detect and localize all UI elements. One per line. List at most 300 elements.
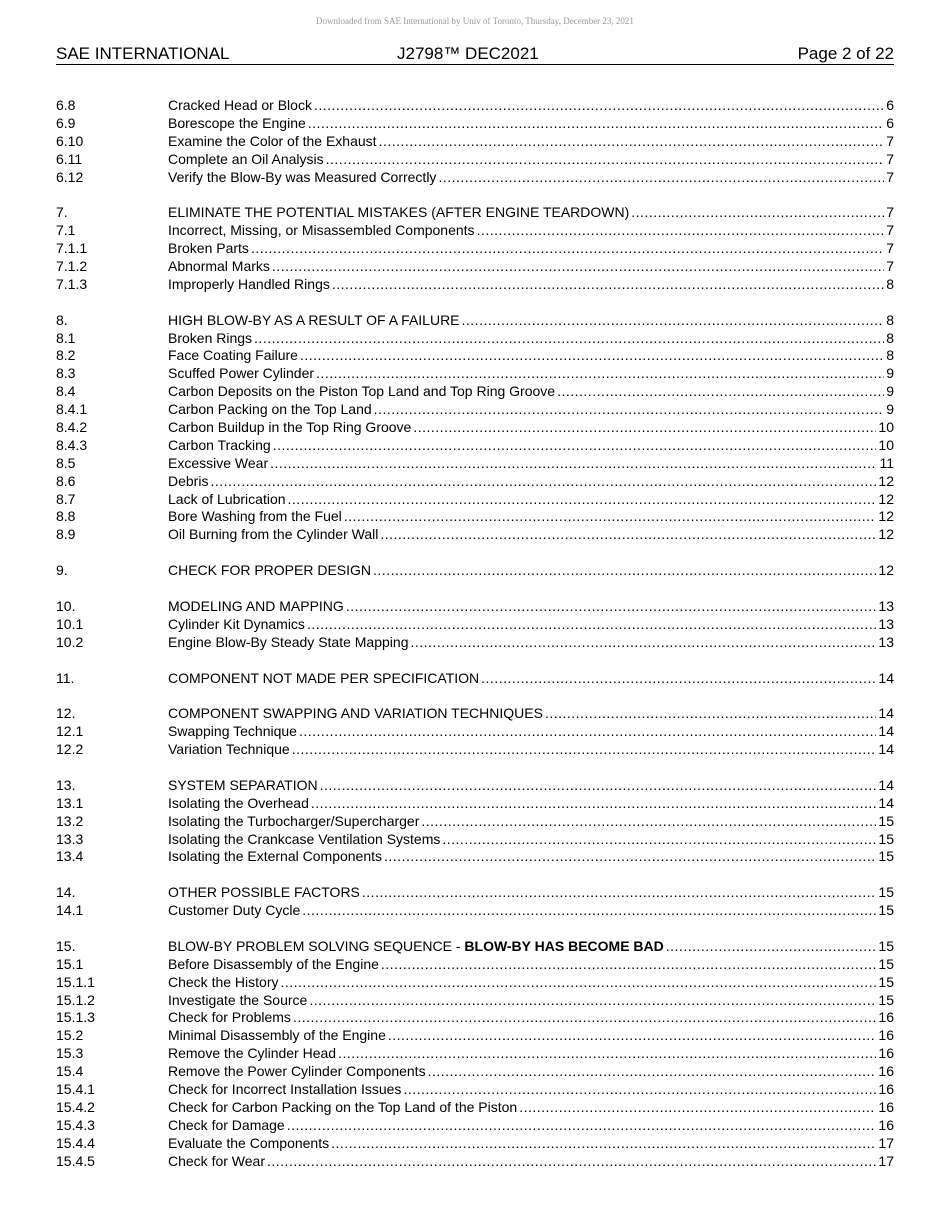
toc-section-number: 15.1.3: [56, 1009, 95, 1026]
header-document-id: J2798™ DEC2021: [397, 44, 539, 63]
toc-entry[interactable]: [56, 723, 894, 741]
toc-dot-leader: [477, 222, 885, 240]
toc-dot-leader: [300, 347, 884, 365]
toc-entry-line: [168, 508, 894, 526]
download-watermark: Downloaded from SAE International by Univ of Toronto, Thursday, December 23, 2021: [316, 16, 634, 26]
toc-section-title: [168, 1117, 287, 1135]
toc-entry[interactable]: [56, 1063, 894, 1081]
toc-entry[interactable]: [56, 383, 894, 401]
toc-title-text: Swapping Technique: [168, 723, 297, 740]
toc-section-title: [168, 1009, 293, 1027]
toc-section-title: [168, 151, 326, 169]
toc-page-number: 15: [878, 955, 894, 972]
toc-title-text: Abnormal Marks: [168, 258, 270, 275]
toc-entry[interactable]: [56, 401, 894, 419]
toc-title-text: Remove the Power Cylinder Components: [168, 1063, 426, 1080]
toc-entry-line: [168, 347, 894, 365]
toc-title-text: Cylinder Kit Dynamics: [168, 615, 305, 632]
toc-entry[interactable]: [56, 741, 894, 759]
toc-section-number: 15.1.2: [56, 991, 95, 1008]
toc-spacer: [56, 580, 894, 598]
toc-section-number: 15.1.1: [56, 973, 95, 990]
toc-title-text: Face Coating Failure: [168, 347, 298, 364]
toc-entry-line: [168, 795, 894, 813]
toc-title-text: Before Disassembly of the Engine: [168, 955, 379, 972]
toc-section-title: [168, 526, 380, 544]
toc-entry-line: [168, 383, 894, 401]
toc-entry[interactable]: [56, 598, 894, 616]
toc-section-number: 8.6: [56, 472, 76, 489]
toc-section-number: 13.4: [56, 848, 84, 865]
toc-entry-line: [168, 1135, 894, 1153]
toc-entry-line: [168, 1117, 894, 1135]
toc-page-number: 15: [878, 902, 894, 919]
toc-entry[interactable]: [56, 455, 894, 473]
toc-page-number: 7: [886, 240, 894, 257]
toc-spacer: [56, 759, 894, 777]
toc-dot-leader: [270, 455, 877, 473]
toc-entry-line: [168, 1027, 894, 1045]
page-header: [56, 43, 894, 65]
toc-title-text: Carbon Buildup in the Top Ring Groove: [168, 419, 412, 436]
toc-section-number: 8.2: [56, 347, 76, 364]
toc-entry-line: [168, 723, 894, 741]
toc-title-text: Customer Duty Cycle: [168, 902, 301, 919]
toc-section-title: [168, 204, 631, 222]
toc-entry-line: [168, 133, 894, 151]
toc-dot-leader: [267, 1153, 876, 1171]
toc-section-title: [168, 848, 384, 866]
toc-section-number: 7.1.3: [56, 275, 88, 292]
toc-entry-line: [168, 992, 894, 1010]
toc-entry[interactable]: [56, 1081, 894, 1099]
toc-page-number: 7: [886, 150, 894, 167]
toc-page-number: 14: [878, 741, 894, 758]
toc-entry[interactable]: [56, 330, 894, 348]
toc-entry-line: [168, 330, 894, 348]
toc-entry[interactable]: [56, 151, 894, 169]
toc-dot-leader: [288, 491, 877, 509]
toc-entry[interactable]: [56, 526, 894, 544]
toc-page-number: 8: [886, 311, 894, 328]
toc-section-number: 15.4.3: [56, 1116, 95, 1133]
toc-section-number: 12.: [56, 705, 76, 722]
toc-section-number: 13.2: [56, 812, 84, 829]
toc-page-number: 16: [878, 1045, 894, 1062]
toc-entry[interactable]: [56, 705, 894, 723]
toc-section-number: 12.2: [56, 741, 84, 758]
toc-page-number: 15: [878, 830, 894, 847]
toc-section-number: 8.1: [56, 329, 76, 346]
toc-page-number: 16: [878, 1080, 894, 1097]
toc-entry[interactable]: [56, 848, 894, 866]
toc-section-number: 13.3: [56, 830, 84, 847]
toc-dot-leader: [273, 437, 877, 455]
toc-title-text: Isolating the External Components: [168, 848, 383, 865]
toc-entry-line: [168, 813, 894, 831]
toc-section-title: [168, 115, 308, 133]
toc-page-number: 12: [878, 562, 894, 579]
table-of-contents: [56, 97, 894, 1170]
toc-entry[interactable]: [56, 813, 894, 831]
toc-section-title: [168, 1081, 403, 1099]
toc-section-number: 8.: [56, 311, 68, 328]
toc-dot-leader: [388, 1027, 877, 1045]
toc-title-text: Engine Blow-By Steady State Mapping: [168, 633, 409, 650]
toc-section-number: 11.: [56, 669, 75, 686]
toc-entry[interactable]: [56, 634, 894, 652]
toc-dot-leader: [308, 115, 884, 133]
toc-title-text: Remove the Cylinder Head: [168, 1045, 337, 1062]
toc-section-title: [168, 562, 373, 580]
toc-dot-leader: [280, 974, 876, 992]
toc-entry[interactable]: [56, 222, 894, 240]
toc-page-number: 15: [878, 812, 894, 829]
toc-entry[interactable]: [56, 204, 894, 222]
toc-section-number: 15.2: [56, 1027, 84, 1044]
toc-title-text: Improperly Handled Rings: [168, 275, 330, 292]
toc-entry-line: [168, 634, 894, 652]
toc-section-number: 6.9: [56, 114, 76, 131]
toc-entry-line: [168, 437, 894, 455]
toc-page-number: 12: [878, 490, 894, 507]
toc-entry[interactable]: [56, 169, 894, 187]
toc-dot-leader: [666, 938, 877, 956]
toc-page-number: 17: [878, 1134, 894, 1151]
toc-section-number: 15.1: [56, 955, 84, 972]
toc-page-number: 15: [878, 991, 894, 1008]
header-page-number: Page 2 of 22: [797, 44, 894, 63]
toc-section-title: [168, 473, 210, 491]
toc-dot-leader: [210, 473, 876, 491]
toc-section-title: [168, 240, 251, 258]
toc-section-number: 14.: [56, 884, 76, 901]
toc-page-number: 16: [878, 1063, 894, 1080]
toc-entry-line: [168, 312, 894, 330]
toc-title-text: Check for Problems: [168, 1009, 291, 1026]
toc-section-title: [168, 741, 292, 759]
toc-entry[interactable]: [56, 831, 894, 849]
toc-page-number: 13: [878, 615, 894, 632]
toc-entry[interactable]: [56, 1099, 894, 1117]
toc-section-title: [168, 795, 311, 813]
toc-dot-leader: [410, 634, 876, 652]
toc-entry[interactable]: [56, 562, 894, 580]
toc-entry[interactable]: [56, 97, 894, 115]
toc-entry[interactable]: [56, 902, 894, 920]
toc-section-number: 8.7: [56, 490, 76, 507]
toc-section-number: 15.4.2: [56, 1098, 95, 1115]
toc-section-number: 7.1: [56, 222, 76, 239]
toc-dot-leader: [380, 526, 876, 544]
toc-page-number: 14: [878, 723, 894, 740]
toc-section-title: [168, 222, 477, 240]
toc-section-number: 15.4.5: [56, 1152, 95, 1169]
toc-title-text: Cracked Head or Block: [168, 97, 312, 113]
toc-section-title: [168, 670, 481, 688]
toc-section-title: [168, 831, 442, 849]
toc-dot-leader: [462, 312, 885, 330]
toc-section-title: [168, 133, 379, 151]
toc-dot-leader: [344, 508, 877, 526]
toc-title-text: Incorrect, Missing, or Misassembled Components: [168, 222, 475, 239]
toc-section-number: 6.8: [56, 97, 76, 113]
toc-section-title: [168, 312, 462, 330]
toc-dot-leader: [309, 992, 876, 1010]
toc-title-text: Check for Carbon Packing on the Top Land of the Piston: [168, 1098, 518, 1115]
toc-entry-line: [168, 526, 894, 544]
toc-page-number: 13: [878, 597, 894, 614]
toc-dot-leader: [481, 670, 876, 688]
toc-entry-line: [168, 1153, 894, 1171]
toc-spacer: [56, 544, 894, 562]
toc-spacer: [56, 866, 894, 884]
toc-page-number: 16: [878, 1116, 894, 1133]
toc-title-text: Carbon Deposits on the Piston Top Land and Top Ring Groove: [168, 383, 556, 400]
toc-entry-line: [168, 938, 894, 956]
toc-section-title: [168, 1153, 267, 1171]
toc-page-number: 6: [886, 97, 894, 113]
toc-page-number: 7: [886, 132, 894, 149]
toc-title-text: Isolating the Turbocharger/Supercharger: [168, 812, 420, 829]
toc-dot-leader: [302, 902, 876, 920]
toc-entry-line: [168, 1063, 894, 1081]
toc-title-text: Verify the Blow-By was Measured Correctly: [168, 168, 437, 185]
toc-section-number: 15.: [56, 937, 76, 954]
toc-title-text: BLOW-BY PROBLEM SOLVING SEQUENCE -: [168, 937, 465, 954]
toc-title-text: Lack of Lubrication: [168, 490, 286, 507]
toc-entry-line: [168, 276, 894, 294]
toc-page-number: 15: [878, 937, 894, 954]
toc-section-title: [168, 884, 362, 902]
toc-title-text: Check the History: [168, 973, 279, 990]
toc-entry-line: [168, 1045, 894, 1063]
toc-section-title: [168, 902, 302, 920]
toc-dot-leader: [320, 777, 877, 795]
toc-title-text: Borescope the Engine: [168, 114, 306, 131]
toc-dot-leader: [293, 1009, 876, 1027]
toc-entry-line: [168, 956, 894, 974]
toc-entry-line: [168, 222, 894, 240]
toc-section-title: [168, 616, 307, 634]
toc-entry-line: [168, 473, 894, 491]
toc-section-number: 6.12: [56, 168, 84, 185]
toc-entry[interactable]: [56, 258, 894, 276]
toc-page-number: 15: [878, 884, 894, 901]
toc-entry-line: [168, 1099, 894, 1117]
toc-entry[interactable]: [56, 473, 894, 491]
toc-section-number: 15.4: [56, 1063, 84, 1080]
toc-title-text: Check for Incorrect Installation Issues: [168, 1080, 402, 1097]
toc-entry[interactable]: [56, 992, 894, 1010]
toc-dot-leader: [438, 169, 884, 187]
toc-dot-leader: [403, 1081, 876, 1099]
toc-dot-leader: [251, 240, 884, 258]
toc-dot-leader: [421, 813, 876, 831]
toc-section-number: 8.4.1: [56, 401, 88, 418]
toc-section-title: [168, 705, 545, 723]
toc-title-text: Check for Wear: [168, 1152, 265, 1169]
header-organization: SAE INTERNATIONAL: [56, 44, 230, 63]
toc-section-title: [168, 723, 299, 741]
toc-section-number: 8.5: [56, 454, 76, 471]
toc-entry[interactable]: [56, 670, 894, 688]
toc-section-title: [168, 1135, 331, 1153]
toc-section-title: [168, 992, 309, 1010]
toc-page-number: 7: [886, 204, 894, 221]
toc-section-title: [168, 276, 332, 294]
toc-title-text: CHECK FOR PROPER DESIGN: [168, 562, 372, 579]
toc-entry-line: [168, 115, 894, 133]
toc-entry[interactable]: [56, 938, 894, 956]
toc-title-text: Isolating the Overhead: [168, 794, 309, 811]
toc-section-title: [168, 634, 410, 652]
toc-title-text: ELIMINATE THE POTENTIAL MISTAKES (AFTER ENGINE TEARDOWN): [168, 204, 630, 221]
toc-entry-line: [168, 598, 894, 616]
toc-section-number: 8.4: [56, 383, 76, 400]
toc-title-text: Check for Damage: [168, 1116, 285, 1133]
toc-section-number: 7.1.1: [56, 240, 88, 257]
toc-page-number: 7: [886, 168, 894, 185]
toc-section-title: [168, 330, 254, 348]
toc-entry[interactable]: [56, 974, 894, 992]
toc-entry[interactable]: [56, 419, 894, 437]
toc-entry-line: [168, 491, 894, 509]
toc-entry[interactable]: [56, 956, 894, 974]
toc-page-number: 8: [886, 347, 894, 364]
toc-entry-line: [168, 670, 894, 688]
toc-spacer: [56, 294, 894, 312]
toc-entry-line: [168, 1081, 894, 1099]
toc-entry[interactable]: [56, 1117, 894, 1135]
toc-section-title: [168, 97, 314, 115]
toc-title-text: Broken Rings: [168, 329, 253, 346]
toc-dot-leader: [413, 419, 876, 437]
toc-entry[interactable]: [56, 616, 894, 634]
toc-entry-line: [168, 97, 894, 115]
toc-entry[interactable]: [56, 276, 894, 294]
toc-page-number: 12: [878, 526, 894, 543]
toc-entry[interactable]: [56, 777, 894, 795]
toc-title-text: Complete an Oil Analysis: [168, 150, 324, 167]
toc-entry-line: [168, 455, 894, 473]
toc-section-number: 15.4.1: [56, 1080, 95, 1097]
toc-entry[interactable]: [56, 347, 894, 365]
toc-entry-line: [168, 401, 894, 419]
toc-spacer: [56, 687, 894, 705]
toc-entry[interactable]: [56, 1045, 894, 1063]
toc-title-text: MODELING AND MAPPING: [168, 597, 344, 614]
toc-entry[interactable]: [56, 491, 894, 509]
toc-dot-leader: [272, 258, 884, 276]
toc-title-text: Isolating the Crankcase Ventilation Systems: [168, 830, 441, 847]
toc-section-number: 13.1: [56, 794, 84, 811]
toc-dot-leader: [331, 1135, 876, 1153]
toc-entry[interactable]: [56, 795, 894, 813]
toc-section-number: 12.1: [56, 723, 84, 740]
toc-section-title: [168, 938, 666, 956]
toc-section-title: [168, 401, 374, 419]
toc-section-number: 8.8: [56, 508, 76, 525]
toc-entry[interactable]: [56, 437, 894, 455]
toc-section-title: [168, 777, 320, 795]
toc-dot-leader: [373, 562, 876, 580]
toc-entry-line: [168, 562, 894, 580]
toc-entry[interactable]: [56, 115, 894, 133]
toc-page-number: 9: [886, 383, 894, 400]
toc-page-number: 8: [886, 329, 894, 346]
toc-dot-leader: [314, 97, 884, 115]
toc-section-title: [168, 598, 346, 616]
toc-section-number: 7.1.2: [56, 258, 88, 275]
toc-dot-leader: [338, 1045, 876, 1063]
toc-entry-line: [168, 258, 894, 276]
toc-entry[interactable]: [56, 1027, 894, 1045]
toc-dot-leader: [346, 598, 877, 616]
toc-dot-leader: [384, 848, 876, 866]
toc-entry[interactable]: [56, 1153, 894, 1171]
toc-title-text: Excessive Wear: [168, 454, 269, 471]
toc-page-number: 9: [886, 401, 894, 418]
toc-section-title: [168, 956, 381, 974]
toc-section-title: [168, 169, 438, 187]
toc-entry[interactable]: [56, 508, 894, 526]
toc-section-title: [168, 383, 557, 401]
toc-dot-leader: [316, 365, 884, 383]
toc-section-number: 15.3: [56, 1045, 84, 1062]
toc-dot-leader: [287, 1117, 877, 1135]
toc-section-number: 10.1: [56, 615, 84, 632]
toc-section-number: 14.1: [56, 902, 84, 919]
toc-page-number: 16: [878, 1027, 894, 1044]
toc-dot-leader: [557, 383, 884, 401]
toc-dot-leader: [442, 831, 876, 849]
toc-entry-line: [168, 169, 894, 187]
toc-entry[interactable]: [56, 1009, 894, 1027]
toc-title-text: Oil Burning from the Cylinder Wall: [168, 526, 379, 543]
toc-section-title: [168, 437, 273, 455]
toc-entry[interactable]: [56, 312, 894, 330]
toc-section-title: [168, 365, 316, 383]
toc-page-number: 13: [878, 633, 894, 650]
toc-section-number: 8.3: [56, 365, 76, 382]
toc-section-title: [168, 455, 270, 473]
toc-entry[interactable]: [56, 133, 894, 151]
toc-entry-line: [168, 151, 894, 169]
toc-page-number: 9: [886, 365, 894, 382]
toc-page-number: 8: [886, 275, 894, 292]
toc-title-text: Debris: [168, 472, 209, 489]
toc-section-number: 10.2: [56, 633, 84, 650]
toc-dot-leader: [326, 151, 885, 169]
toc-section-number: 8.4.2: [56, 419, 88, 436]
toc-entry-line: [168, 884, 894, 902]
toc-section-title: [168, 419, 413, 437]
toc-entry-line: [168, 240, 894, 258]
toc-title-text: Carbon Packing on the Top Land: [168, 401, 372, 418]
toc-dot-leader: [545, 705, 876, 723]
toc-dot-leader: [379, 133, 885, 151]
toc-entry[interactable]: [56, 365, 894, 383]
toc-entry[interactable]: [56, 884, 894, 902]
toc-page-number: 15: [878, 973, 894, 990]
toc-entry[interactable]: [56, 1135, 894, 1153]
toc-title-text: COMPONENT NOT MADE PER SPECIFICATION: [168, 669, 480, 686]
toc-page-number: 11: [879, 454, 894, 471]
toc-page-number: 14: [878, 794, 894, 811]
toc-dot-leader: [381, 956, 877, 974]
toc-entry[interactable]: [56, 240, 894, 258]
